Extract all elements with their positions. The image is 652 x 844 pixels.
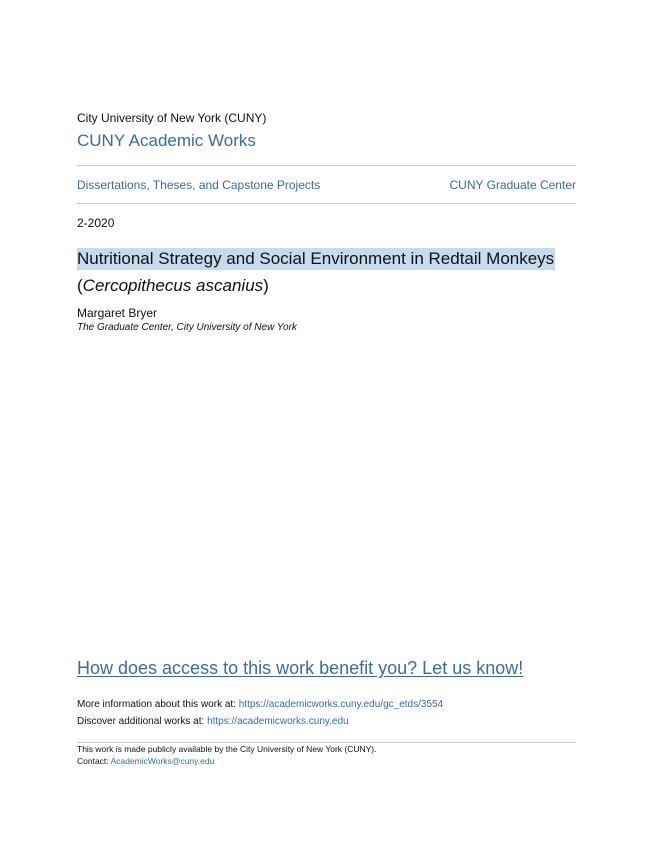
header-divider — [77, 165, 576, 166]
discover-label: Discover additional works at: — [77, 716, 208, 727]
discover-line — [77, 716, 349, 727]
institution-name: City University of New York (CUNY) — [77, 111, 267, 125]
author-affiliation: The Graduate Center, City University of New York — [77, 322, 297, 333]
more-info-line — [77, 699, 443, 710]
repository-link[interactable]: CUNY Academic Works — [77, 131, 256, 150]
contact-email-link[interactable]: AcademicWorks@cuny.edu — [110, 756, 215, 766]
availability-notice: This work is made publicly available by the City University of New York (CUNY). — [77, 744, 377, 754]
author-name: Margaret Bryer — [77, 306, 158, 320]
footer-divider — [77, 742, 576, 743]
work-url-link[interactable]: https://academicworks.cuny.edu/gc_etds/3554 — [238, 699, 444, 710]
more-info-label: More information about this work at: — [77, 699, 239, 710]
title-main-text: Nutritional Strategy and Social Environment in Redtail Monkeys — [77, 249, 555, 268]
series-link[interactable]: Dissertations, Theses, and Capstone Projects — [77, 178, 321, 192]
repository-url-link[interactable]: https://academicworks.cuny.edu — [207, 716, 349, 727]
series-divider — [77, 203, 576, 204]
title-species: Cercopithecus ascanius — [82, 276, 264, 295]
feedback-link[interactable]: How does access to this work benefit you? Let us know! — [77, 658, 524, 678]
contact-line — [77, 756, 214, 766]
document-title — [77, 245, 577, 299]
publication-date: 2-2020 — [77, 216, 115, 230]
department-link[interactable]: CUNY Graduate Center — [449, 178, 576, 192]
contact-label: Contact: — [77, 756, 111, 766]
title-paren-close: ) — [263, 276, 269, 295]
title-paren-open: ( — [77, 276, 83, 295]
